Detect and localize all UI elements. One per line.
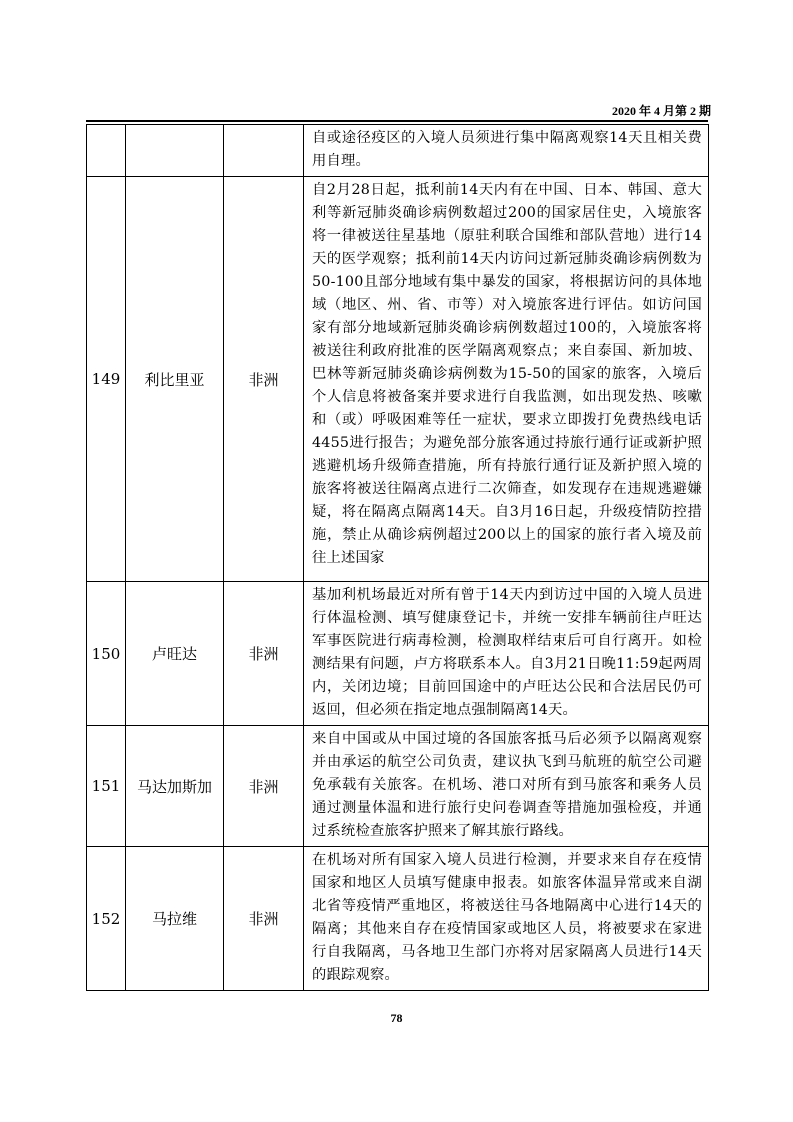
- header-rule: [86, 120, 708, 122]
- table-row: [87, 125, 709, 177]
- country-name: [126, 125, 224, 177]
- region-name: 非洲: [224, 177, 304, 582]
- row-number: 149: [87, 177, 126, 582]
- table-row: [87, 177, 709, 582]
- row-number: 152: [87, 847, 126, 991]
- region-name: 非洲: [224, 726, 304, 847]
- measure-text: 来自中国或从中国过境的各国旅客抵马后必须予以隔离观察并由承运的航空公司负责，建议执飞到马航班的航空公司避免承载有关旅客。在机场、港口对所有到马旅客和乘务人员通过测量体温和进行旅行史问卷调查等措施加强检疫，并通过系统检查旅客护照来了解其旅行路线。: [304, 726, 709, 847]
- country-name: 马达加斯加: [126, 726, 224, 847]
- table-row: [87, 847, 709, 991]
- region-name: 非洲: [224, 582, 304, 726]
- row-number: 151: [87, 726, 126, 847]
- measures-table: [86, 124, 709, 991]
- country-name: 马拉维: [126, 847, 224, 991]
- measure-text: 自2月28日起，抵利前14天内有在中国、日本、韩国、意大利等新冠肺炎确诊病例数超过200的国家居住史，入境旅客将一律被送往星基地（原驻利联合国维和部队营地）进行14天的医学观察；抵利前14天内访问过新冠肺炎确诊病例数为50-100且部分地域有集中暴发的国家，将根据访问的具体地域（地区、州、省、市等）对入境旅客进行评估。如访问国家有部分地域新冠肺炎确诊病例数超过100的，入境旅客将被送往利政府批准的医学隔离观察点；来自泰国、新加坡、巴林等新冠肺炎确诊病例数为15-50的国家的旅客，入境后个人信息将被备案并要求进行自我监测，如出现发热、咳嗽和（或）呼吸困难等任一症状，要求立即拨打免费热线电话4455进行报告；为避免部分旅客通过持旅行通行证或新护照逃避机场升级筛查措施，所有持旅行通行证及新护照入境的旅客将被送往隔离点进行二次筛查，如发现存在违规逃避嫌疑，将在隔离点隔离14天。自3月16日起，升级疫情防控措施，禁止从确诊病例超过200以上的国家的旅行者入境及前往上述国家: [304, 177, 709, 582]
- measure-text: 基加利机场最近对所有曾于14天内到访过中国的入境人员进行体温检测、填写健康登记卡，并统一安排车辆前往卢旺达军事医院进行病毒检测，检测取样结束后可自行离开。如检测结果有问题，卢方将联系本人。自3月21日晚11:59起两周内，关闭边境；目前回国途中的卢旺达公民和合法居民仍可返回，但必须在指定地点强制隔离14天。: [304, 582, 709, 726]
- region-name: [224, 125, 304, 177]
- table-row: [87, 582, 709, 726]
- issue-header: 2020 年 4 月第 2 期: [611, 104, 711, 118]
- page-number: 78: [390, 1011, 403, 1025]
- region-name: 非洲: [224, 847, 304, 991]
- country-name: 卢旺达: [126, 582, 224, 726]
- table-row: [87, 726, 709, 847]
- row-number: 150: [87, 582, 126, 726]
- measure-text: 自或途径疫区的入境人员须进行集中隔离观察14天且相关费用自理。: [304, 125, 709, 177]
- measure-text: 在机场对所有国家入境人员进行检测，并要求来自存在疫情国家和地区人员填写健康申报表。如旅客体温异常或来自湖北省等疫情严重地区，将被送往马各地隔离中心进行14天的隔离；其他来自存在疫情国家或地区人员，将被要求在家进行自我隔离，马各地卫生部门亦将对居家隔离人员进行14天的跟踪观察。: [304, 847, 709, 991]
- row-number: [87, 125, 126, 177]
- country-name: 利比里亚: [126, 177, 224, 582]
